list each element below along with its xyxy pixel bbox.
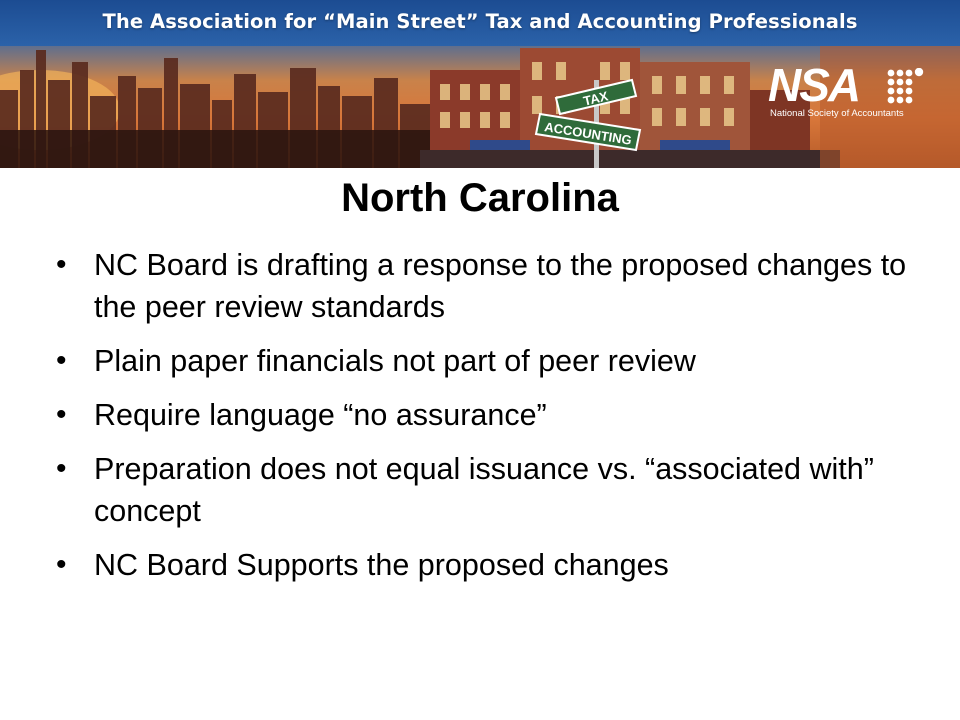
nsa-logo-subtitle: National Society of Accountants <box>770 108 904 119</box>
bullet-icon: • <box>56 398 67 431</box>
logo-dots-icon <box>886 68 926 104</box>
bullet-item <box>56 394 916 436</box>
association-tagline: The Association for “Main Street” Tax and Accounting Professionals <box>102 10 858 33</box>
bullet-list <box>56 244 916 598</box>
bullet-icon: • <box>56 548 67 581</box>
bullet-item <box>56 340 916 382</box>
bullet-item <box>56 544 916 586</box>
bullet-icon: • <box>56 344 67 377</box>
bullet-text: Require language “no assurance” <box>94 398 547 432</box>
bullet-icon: • <box>56 248 67 281</box>
svg-text:TAX: TAX <box>581 88 610 109</box>
header-banner <box>0 0 960 168</box>
bullet-text: NC Board is drafting a response to the proposed changes to the peer review standards <box>94 248 907 324</box>
bullet-item <box>56 244 916 328</box>
bullet-icon: • <box>56 452 67 485</box>
bullet-text: Preparation does not equal issuance vs. “associated with” concept <box>94 452 874 528</box>
nsa-logo-mark: NSA <box>768 59 860 111</box>
bullet-text: Plain paper financials not part of peer review <box>94 344 696 378</box>
bullet-text: NC Board Supports the proposed changes <box>94 548 669 582</box>
bullet-item <box>56 448 916 532</box>
slide-title: North Carolina <box>341 176 619 220</box>
nsa-logo <box>768 59 940 124</box>
svg-text:ACCOUNTING: ACCOUNTING <box>543 119 633 148</box>
